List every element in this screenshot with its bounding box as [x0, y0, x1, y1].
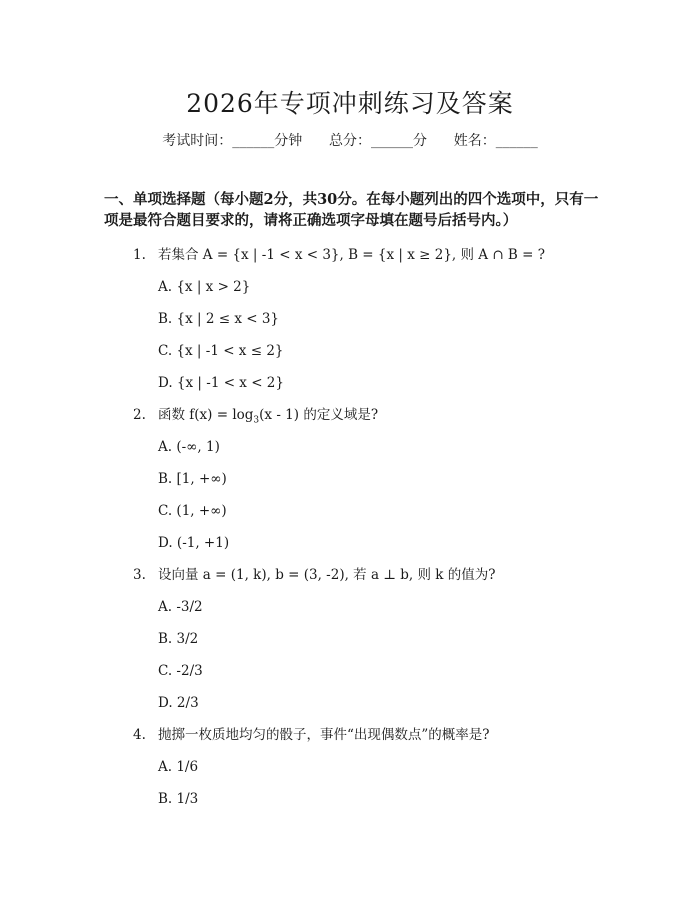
- score-label: 总分：: [329, 133, 371, 149]
- time-unit: 分钟: [274, 133, 303, 149]
- question-text-before: 函数 f(x) = log: [158, 407, 254, 423]
- option-2a: A. (-∞, 1): [158, 439, 220, 455]
- question-1: [0, 246, 700, 300]
- option-3c: C. -2/3: [158, 663, 203, 679]
- option-4a: A. 1/6: [158, 759, 199, 775]
- option-2b: B. [1, +∞): [158, 471, 227, 487]
- score-blank: ______: [371, 133, 413, 149]
- section-heading: 一、单项选择题（每小题2分，共30分。在每小题列出的四个选项中，只有一项是最符合题目要求的，请将正确选项字母填在题号后括号内。）: [104, 191, 599, 229]
- log-base: 3: [253, 415, 260, 426]
- name-blank: ______: [495, 133, 538, 149]
- option-2d: D. (-1, +1): [158, 535, 230, 551]
- option-3d: D. 2/3: [158, 695, 199, 711]
- option-1b: B. {x | 2 ≤ x < 3}: [158, 311, 280, 327]
- question-2-text: [158, 406, 378, 430]
- time-blank: ______: [232, 133, 275, 149]
- question-4-text: 抛掷一枚质地均匀的骰子，事件“出现偶数点”的概率是?: [158, 727, 490, 743]
- question-2-number: 2.: [133, 407, 146, 423]
- option-2c: C. (1, +∞): [158, 503, 227, 519]
- question-3-number: 3.: [133, 567, 146, 583]
- name-label: 姓名：: [453, 133, 496, 149]
- option-3a: A. -3/2: [158, 599, 203, 615]
- question-text-after: (x - 1) 的定义域是?: [259, 407, 379, 423]
- page-title: 2026年专项冲刺练习及答案: [186, 89, 514, 118]
- option-1a: A. {x | x > 2}: [158, 279, 251, 295]
- option-1d: D. {x | -1 < x < 2}: [158, 375, 284, 391]
- time-label: 考试时间：: [162, 133, 233, 149]
- option-4b: B. 1/3: [158, 791, 199, 807]
- option-3b: B. 3/2: [158, 631, 199, 647]
- question-number: 1.: [133, 247, 146, 263]
- option-1c: C. {x | -1 < x ≤ 2}: [158, 343, 284, 359]
- question-3-text: 设向量 a = (1, k), b = (3, -2), 若 a ⊥ b, 则 k 的值为?: [158, 567, 496, 583]
- question-4-number: 4.: [133, 727, 146, 743]
- exam-info: [0, 130, 700, 150]
- score-unit: 分: [413, 133, 427, 149]
- question-text: 若集合 A = {x | -1 < x < 3}, B = {x | x ≥ 2}, 则 A ∩ B = ?: [158, 247, 545, 263]
